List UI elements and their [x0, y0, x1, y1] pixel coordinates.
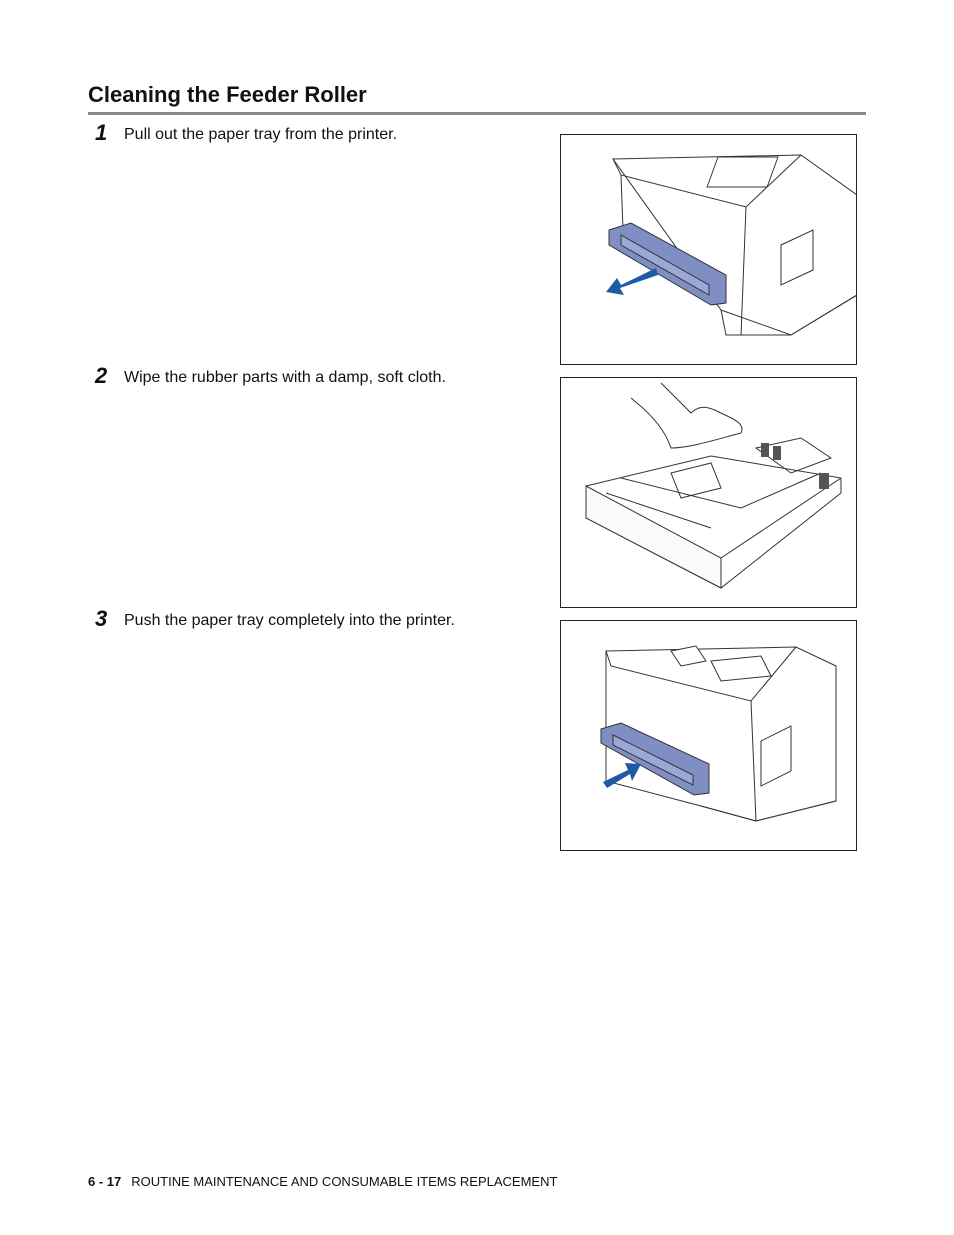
- figure-pull-out-tray: [560, 134, 857, 365]
- figure-wipe-rollers: [560, 377, 857, 608]
- step-3-text: Push the paper tray completely into the printer.: [124, 612, 455, 629]
- step-3-number: 3: [95, 606, 108, 631]
- tray-cleaning-illustration: [561, 378, 856, 607]
- page-number: 6 - 17: [88, 1174, 122, 1189]
- step-2-text: Wipe the rubber parts with a damp, soft cloth.: [124, 369, 446, 386]
- figure-push-in-tray: [560, 620, 857, 851]
- step-2-number: 2: [95, 363, 108, 388]
- title-underline: [88, 112, 866, 115]
- step-1-text: Pull out the paper tray from the printer.: [124, 126, 398, 143]
- printer-tray-out-illustration: [561, 135, 856, 364]
- page-title: Cleaning the Feeder Roller: [88, 82, 367, 107]
- step-1-number: 1: [95, 120, 108, 145]
- pull-arrow-icon: [606, 268, 658, 295]
- printer-tray-in-illustration: [561, 621, 856, 850]
- chapter-title: ROUTINE MAINTENANCE AND CONSUMABLE ITEMS REPLACEMENT: [131, 1174, 558, 1189]
- page-footer: [88, 1174, 557, 1189]
